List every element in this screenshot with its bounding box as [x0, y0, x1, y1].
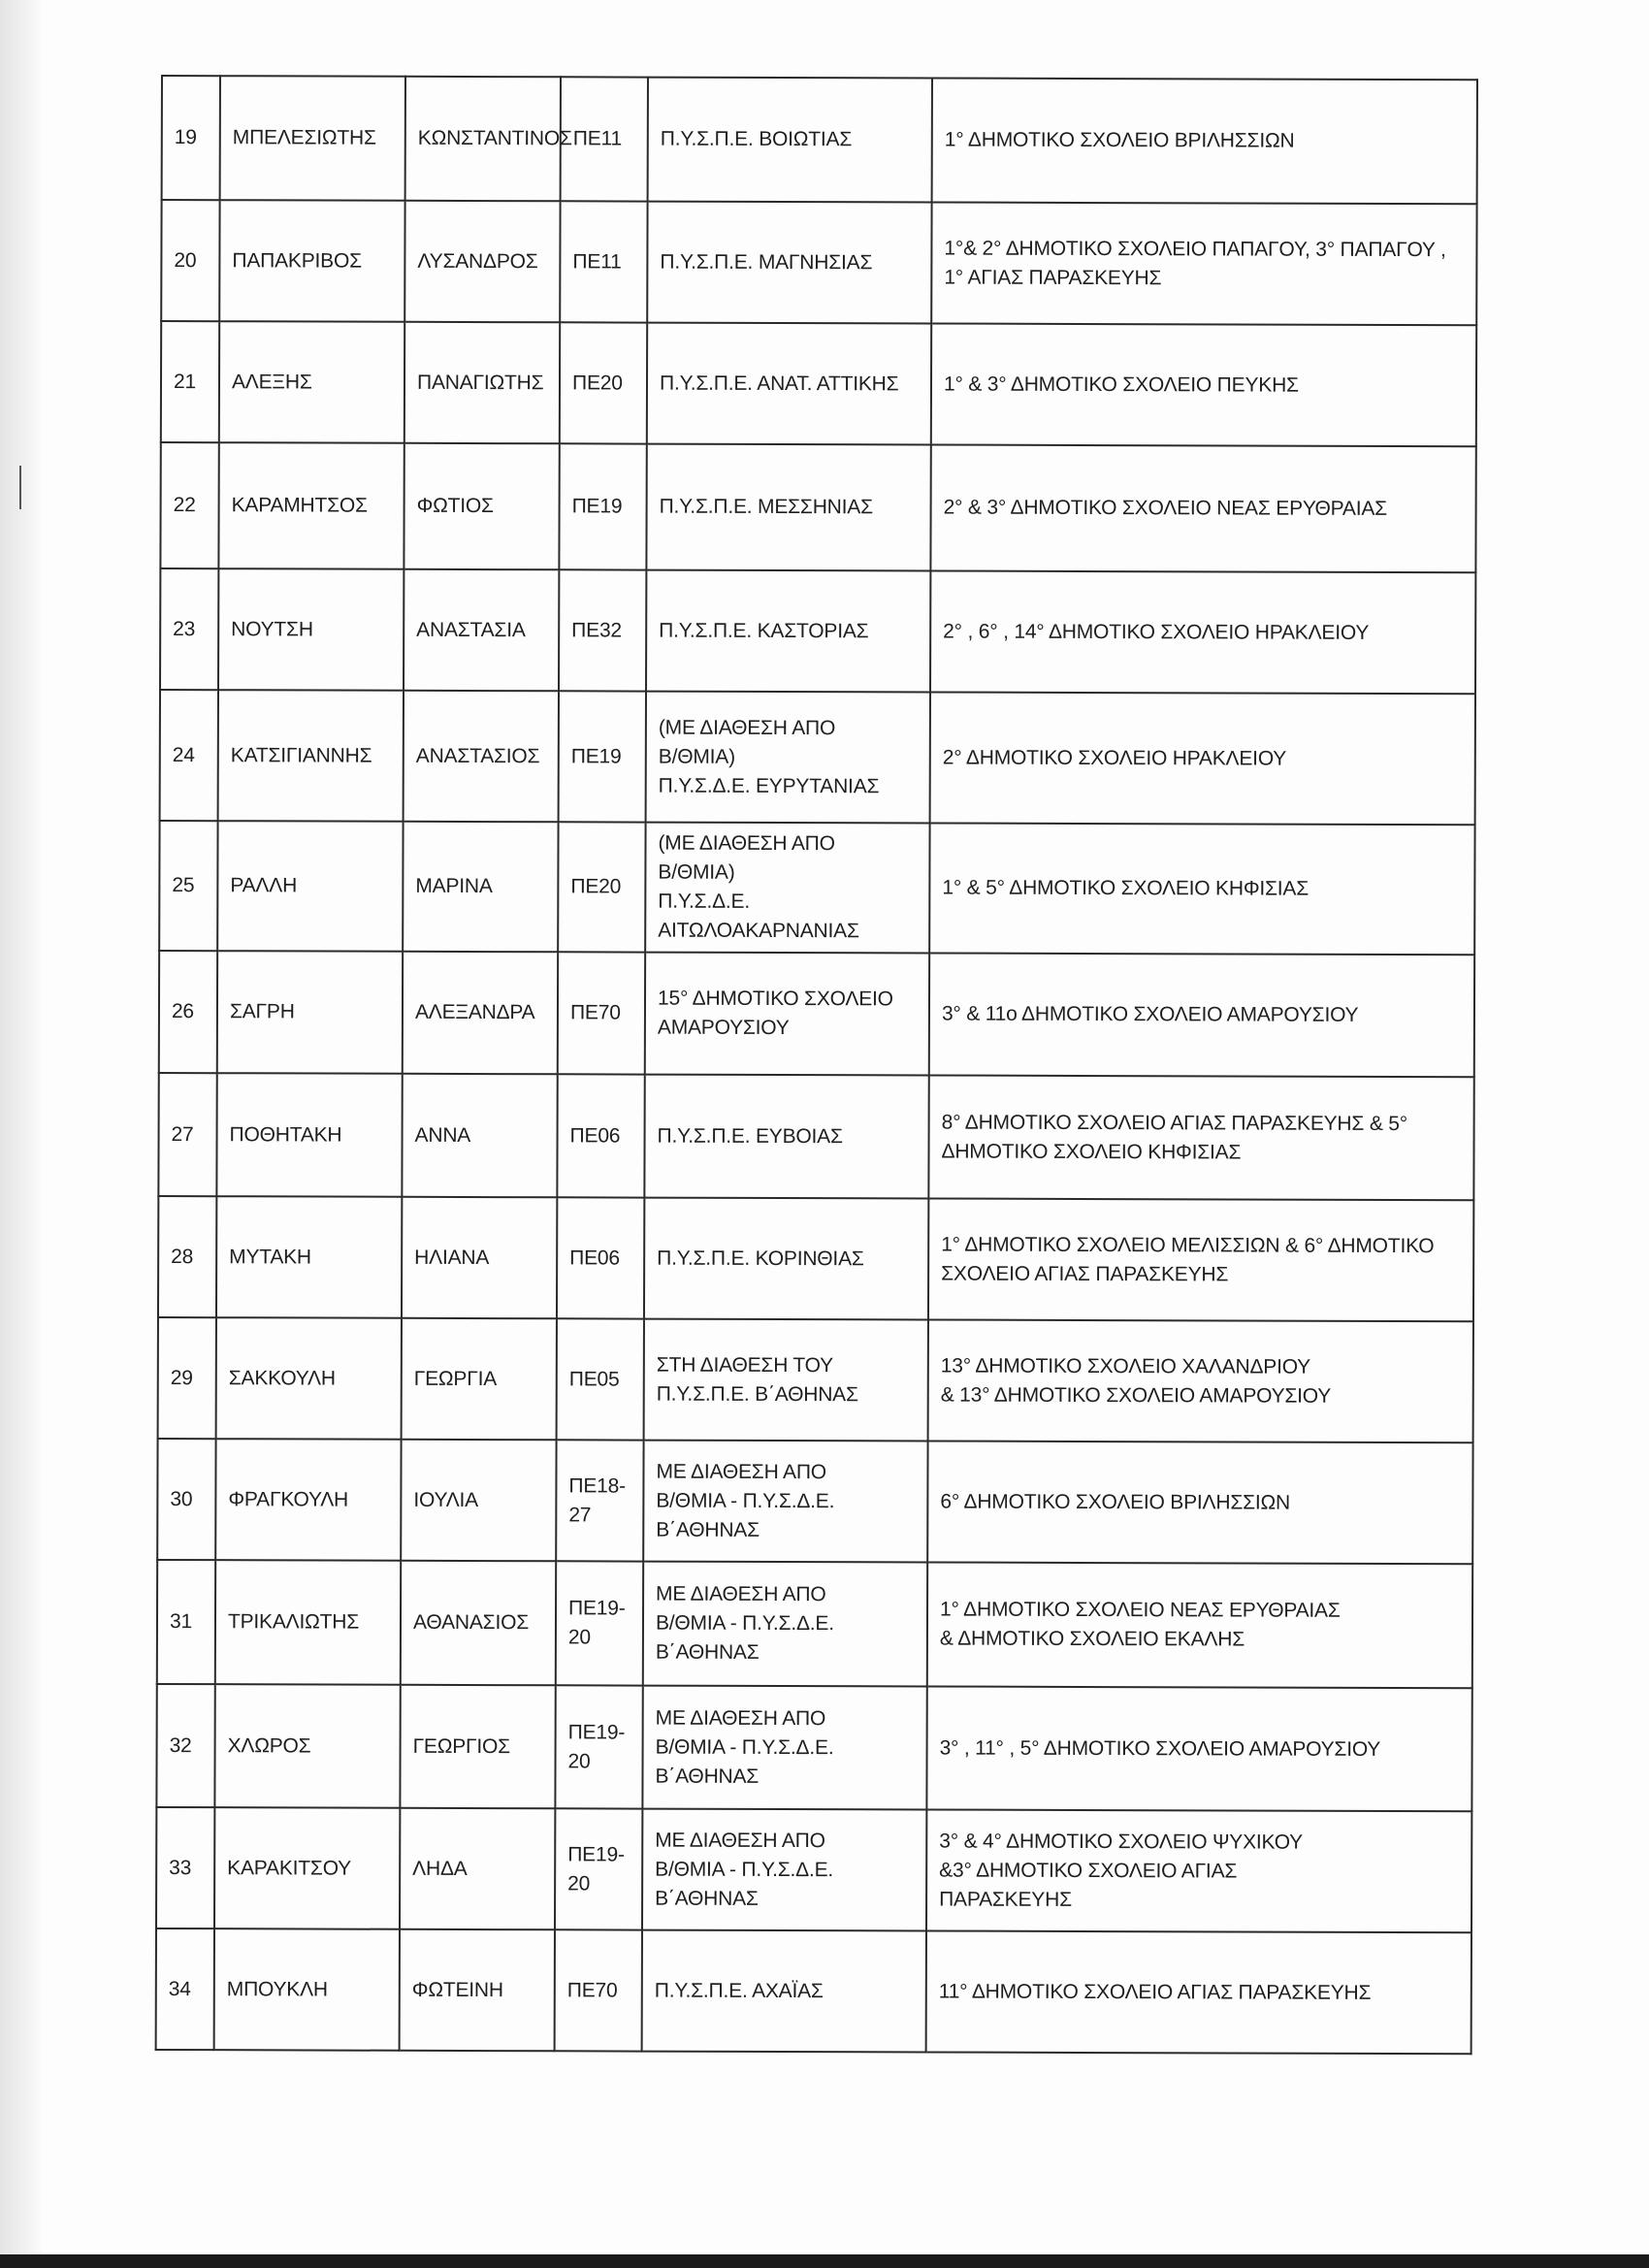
origin-service-cell: Π.Υ.Σ.Π.Ε. ΜΑΓΝΗΣΙΑΣ: [647, 202, 931, 324]
first-name-cell: ΑΛΕΞΑΝΔΡΑ: [403, 952, 558, 1075]
row-number: 21: [161, 321, 219, 442]
teacher-assignment-table: [155, 75, 1478, 2055]
specialty-cell: ΠΕ19-20: [555, 1685, 642, 1808]
assigned-schools-cell: 1° ΔΗΜΟΤΙΚΟ ΣΧΟΛΕΙΟ ΒΡΙΛΗΣΣΙΩΝ: [932, 78, 1477, 204]
specialty-cell: ΠΕ70: [558, 952, 645, 1074]
assigned-schools-cell: 2° , 6° , 14° ΔΗΜΟΤΙΚΟ ΣΧΟΛΕΙΟ ΗΡΑΚΛΕΙΟΥ: [930, 570, 1475, 694]
table-row: [158, 1317, 1473, 1442]
origin-service-cell: ΜΕ ΔΙΑΘΕΣΗ ΑΠΟ Β/ΘΜΙΑ - Π.Υ.Σ.Δ.Ε. Β΄ΑΘΗΝΑΣ: [642, 1809, 926, 1931]
surname-cell: ΚΑΡΑΚΙΤΣΟΥ: [214, 1807, 400, 1929]
table-row: [160, 442, 1475, 572]
first-name-cell: ΑΘΑΝΑΣΙΟΣ: [401, 1561, 556, 1686]
table-row: [156, 1928, 1471, 2054]
first-name-cell: ΓΕΩΡΓΙΑ: [402, 1318, 557, 1441]
specialty-cell: ΠΕ19-20: [555, 1808, 642, 1929]
table-row: [160, 690, 1475, 825]
assigned-schools-cell: 8° ΔΗΜΟΤΙΚΟ ΣΧΟΛΕΙΟ ΑΓΙΑΣ ΠΑΡΑΣΚΕΥΗΣ & 5° ΔΗΜΟΤΙΚΟ ΣΧΟΛΕΙΟ ΚΗΦΙΣΙΑΣ: [928, 1075, 1473, 1200]
origin-service-cell: (ΜΕ ΔΙΑΘΕΣΗ ΑΠΟ Β/ΘΜΙΑ) Π.Υ.Σ.Δ.Ε. ΕΥΡΥΤΑΝΙΑΣ: [646, 692, 930, 824]
specialty-cell: ΠΕ70: [555, 1929, 642, 2051]
assigned-schools-cell: 13° ΔΗΜΟΤΙΚΟ ΣΧΟΛΕΙΟ ΧΑΛΑΝΔΡΙΟΥ & 13° ΔΗΜΟΤΙΚΟ ΣΧΟΛΕΙΟ ΑΜΑΡΟΥΣΙΟΥ: [928, 1319, 1473, 1442]
origin-service-cell: (ΜΕ ΔΙΑΘΕΣΗ ΑΠΟ Β/ΘΜΙΑ) Π.Υ.Σ.Δ.Ε. ΑΙΤΩΛΟΑΚΑΡΝΑΝΙΑΣ: [645, 823, 929, 954]
first-name-cell: ΦΩΤΙΟΣ: [404, 443, 559, 570]
table-row: [162, 76, 1477, 204]
assigned-schools-cell: 3° , 11° , 5° ΔΗΜΟΤΙΚΟ ΣΧΟΛΕΙΟ ΑΜΑΡΟΥΣΙΟΥ: [926, 1686, 1471, 1811]
table-row: [159, 951, 1474, 1077]
scan-artifact: [19, 466, 21, 509]
surname-cell: ΣΑΚΚΟΥΛΗ: [216, 1317, 402, 1440]
table-row: [161, 200, 1476, 325]
surname-cell: ΚΑΤΣΙΓΙΑΝΝΗΣ: [218, 690, 404, 822]
specialty-cell: ΠΕ11: [561, 77, 648, 201]
first-name-cell: ΜΑΡΙΝΑ: [403, 822, 558, 953]
table-row: [157, 1560, 1472, 1688]
specialty-cell: ΠΕ32: [559, 569, 646, 691]
origin-service-cell: Π.Υ.Σ.Π.Ε. ΑΧΑΪΑΣ: [642, 1930, 926, 2053]
origin-service-cell: ΣΤΗ ΔΙΑΘΕΣΗ ΤΟΥ Π.Υ.Σ.Π.Ε. Β΄ΑΘΗΝΑΣ: [644, 1319, 928, 1442]
origin-service-cell: Π.Υ.Σ.Π.Ε. ΜΕΣΣΗΝΙΑΣ: [646, 444, 930, 571]
specialty-cell: ΠΕ20: [560, 322, 647, 443]
row-number: 30: [157, 1439, 215, 1560]
surname-cell: ΧΛΩΡΟΣ: [214, 1684, 400, 1808]
origin-service-cell: Π.Υ.Σ.Π.Ε. ΕΥΒΟΙΑΣ: [644, 1075, 928, 1199]
origin-service-cell: Π.Υ.Σ.Π.Ε. ΑΝΑΤ. ΑΤΤΙΚΗΣ: [647, 323, 931, 445]
row-number: 33: [156, 1807, 214, 1928]
specialty-cell: ΠΕ19-20: [556, 1561, 643, 1685]
table-row: [157, 1439, 1472, 1564]
assigned-schools-cell: 11° ΔΗΜΟΤΙΚΟ ΣΧΟΛΕΙΟ ΑΓΙΑΣ ΠΑΡΑΣΚΕΥΗΣ: [926, 1930, 1471, 2054]
assigned-schools-cell: 1° & 3° ΔΗΜΟΤΙΚΟ ΣΧΟΛΕΙΟ ΠΕΥΚΗΣ: [931, 323, 1476, 446]
row-number: 27: [158, 1073, 216, 1196]
first-name-cell: ΑΝΝΑ: [402, 1074, 557, 1198]
surname-cell: ΜΠΕΛΕΣΙΩΤΗΣ: [220, 76, 405, 201]
document-page: [155, 75, 1476, 2055]
specialty-cell: ΠΕ06: [557, 1197, 644, 1318]
specialty-cell: ΠΕ06: [557, 1074, 644, 1197]
row-number: 29: [158, 1317, 216, 1439]
table-row: [158, 1073, 1473, 1200]
origin-service-cell: Π.Υ.Σ.Π.Ε. ΒΟΙΩΤΙΑΣ: [648, 78, 932, 203]
specialty-cell: ΠΕ19: [559, 691, 646, 822]
table-row: [156, 1684, 1471, 1811]
origin-service-cell: ΜΕ ΔΙΑΘΕΣΗ ΑΠΟ Β/ΘΜΙΑ - Π.Υ.Σ.Δ.Ε. Β΄ΑΘΗΝΑΣ: [642, 1686, 926, 1810]
first-name-cell: ΓΕΩΡΓΙΟΣ: [400, 1685, 555, 1809]
table-row: [158, 1196, 1473, 1321]
table-row: [161, 321, 1476, 446]
assigned-schools-cell: 3° & 4° ΔΗΜΟΤΙΚΟ ΣΧΟΛΕΙΟ ΨΥΧΙΚΟΥ &3° ΔΗΜΟΤΙΚΟ ΣΧΟΛΕΙΟ ΑΓΙΑΣ ΠΑΡΑΣΚΕΥΗΣ: [926, 1809, 1471, 1932]
scan-bottom-edge: [0, 2254, 1649, 2268]
surname-cell: ΦΡΑΓΚΟΥΛΗ: [215, 1439, 401, 1561]
assigned-schools-cell: 3° & 11ο ΔΗΜΟΤΙΚΟ ΣΧΟΛΕΙΟ ΑΜΑΡΟΥΣΙΟΥ: [929, 953, 1474, 1077]
assigned-schools-cell: 2° ΔΗΜΟΤΙΚΟ ΣΧΟΛΕΙΟ ΗΡΑΚΛΕΙΟΥ: [930, 692, 1475, 825]
table-row: [159, 821, 1474, 955]
first-name-cell: ΦΩΤΕΙΝΗ: [400, 1929, 555, 2052]
row-number: 32: [156, 1684, 214, 1807]
surname-cell: ΤΡΙΚΑΛΙΩΤΗΣ: [215, 1560, 401, 1685]
first-name-cell: ΚΩΝΣΤΑΝΤΙΝΟΣ: [405, 77, 561, 202]
surname-cell: ΣΑΓΡΗ: [217, 951, 403, 1074]
row-number: 24: [160, 690, 218, 821]
row-number: 20: [161, 200, 219, 321]
origin-service-cell: Π.Υ.Σ.Π.Ε. ΚΟΡΙΝΘΙΑΣ: [644, 1198, 928, 1320]
table-body: [156, 76, 1477, 2054]
row-number: 31: [157, 1560, 215, 1684]
first-name-cell: ΠΑΝΑΓΙΩΤΗΣ: [404, 322, 560, 444]
first-name-cell: ΙΟΥΛΙΑ: [401, 1440, 556, 1562]
row-number: 34: [156, 1928, 214, 2050]
row-number: 22: [160, 442, 218, 568]
surname-cell: ΜΥΤΑΚΗ: [216, 1196, 402, 1318]
row-number: 19: [162, 76, 220, 200]
specialty-cell: ΠΕ11: [560, 201, 647, 322]
surname-cell: ΠΑΠΑΚΡΙΒΟΣ: [219, 200, 404, 322]
surname-cell: ΚΑΡΑΜΗΤΣΟΣ: [218, 442, 404, 569]
origin-service-cell: Π.Υ.Σ.Π.Ε. ΚΑΣΤΟΡΙΑΣ: [646, 570, 930, 693]
assigned-schools-cell: 6° ΔΗΜΟΤΙΚΟ ΣΧΟΛΕΙΟ ΒΡΙΛΗΣΣΙΩΝ: [927, 1441, 1472, 1564]
specialty-cell: ΠΕ19: [559, 443, 646, 569]
origin-service-cell: ΜΕ ΔΙΑΘΕΣΗ ΑΠΟ Β/ΘΜΙΑ - Π.Υ.Σ.Δ.Ε. Β΄ΑΘΗΝΑΣ: [643, 1441, 927, 1563]
surname-cell: ΝΟΥΤΣΗ: [218, 568, 404, 691]
assigned-schools-cell: 1° & 5° ΔΗΜΟΤΙΚΟ ΣΧΟΛΕΙΟ ΚΗΦΙΣΙΑΣ: [929, 823, 1474, 955]
origin-service-cell: 15° ΔΗΜΟΤΙΚΟ ΣΧΟΛΕΙΟ ΑΜΑΡΟΥΣΙΟΥ: [645, 953, 929, 1076]
surname-cell: ΜΠΟΥΚΛΗ: [214, 1928, 400, 2051]
first-name-cell: ΑΝΑΣΤΑΣΙΟΣ: [404, 691, 559, 823]
scan-edge-shadow: [0, 0, 41, 2268]
specialty-cell: ΠΕ18-27: [556, 1440, 643, 1561]
assigned-schools-cell: 2° & 3° ΔΗΜΟΤΙΚΟ ΣΧΟΛΕΙΟ ΝΕΑΣ ΕΡΥΘΡΑΙΑΣ: [930, 444, 1475, 572]
assigned-schools-cell: 1° ΔΗΜΟΤΙΚΟ ΣΧΟΛΕΙΟ ΝΕΑΣ ΕΡΥΘΡΑΙΑΣ & ΔΗΜΟΤΙΚΟ ΣΧΟΛΕΙΟ ΕΚΑΛΗΣ: [927, 1562, 1472, 1688]
table-row: [156, 1807, 1471, 1932]
first-name-cell: ΛΥΣΑΝΔΡΟΣ: [404, 201, 560, 323]
table-row: [160, 568, 1475, 694]
specialty-cell: ΠΕ05: [557, 1318, 644, 1440]
surname-cell: ΑΛΕΞΗΣ: [219, 321, 404, 443]
row-number: 23: [160, 568, 218, 690]
row-number: 28: [158, 1196, 216, 1317]
assigned-schools-cell: 1° ΔΗΜΟΤΙΚΟ ΣΧΟΛΕΙΟ ΜΕΛΙΣΣΙΩΝ & 6° ΔΗΜΟΤΙΚΟ ΣΧΟΛΕΙΟ ΑΓΙΑΣ ΠΑΡΑΣΚΕΥΗΣ: [928, 1198, 1473, 1321]
first-name-cell: ΛΗΔΑ: [400, 1808, 555, 1930]
assigned-schools-cell: 1°& 2° ΔΗΜΟΤΙΚΟ ΣΧΟΛΕΙΟ ΠΑΠΑΓΟΥ, 3° ΠΑΠΑΓΟΥ , 1° ΑΓΙΑΣ ΠΑΡΑΣΚΕΥΗΣ: [931, 202, 1476, 325]
origin-service-cell: ΜΕ ΔΙΑΘΕΣΗ ΑΠΟ Β/ΘΜΙΑ - Π.Υ.Σ.Δ.Ε. Β΄ΑΘΗΝΑΣ: [643, 1562, 927, 1687]
first-name-cell: ΗΛΙΑΝΑ: [402, 1197, 557, 1319]
surname-cell: ΡΑΛΛΗ: [217, 821, 403, 952]
row-number: 26: [159, 951, 217, 1073]
surname-cell: ΠΟΘΗΤΑΚΗ: [216, 1073, 402, 1197]
row-number: 25: [159, 821, 217, 951]
first-name-cell: ΑΝΑΣΤΑΣΙΑ: [404, 569, 559, 692]
specialty-cell: ΠΕ20: [558, 822, 645, 952]
